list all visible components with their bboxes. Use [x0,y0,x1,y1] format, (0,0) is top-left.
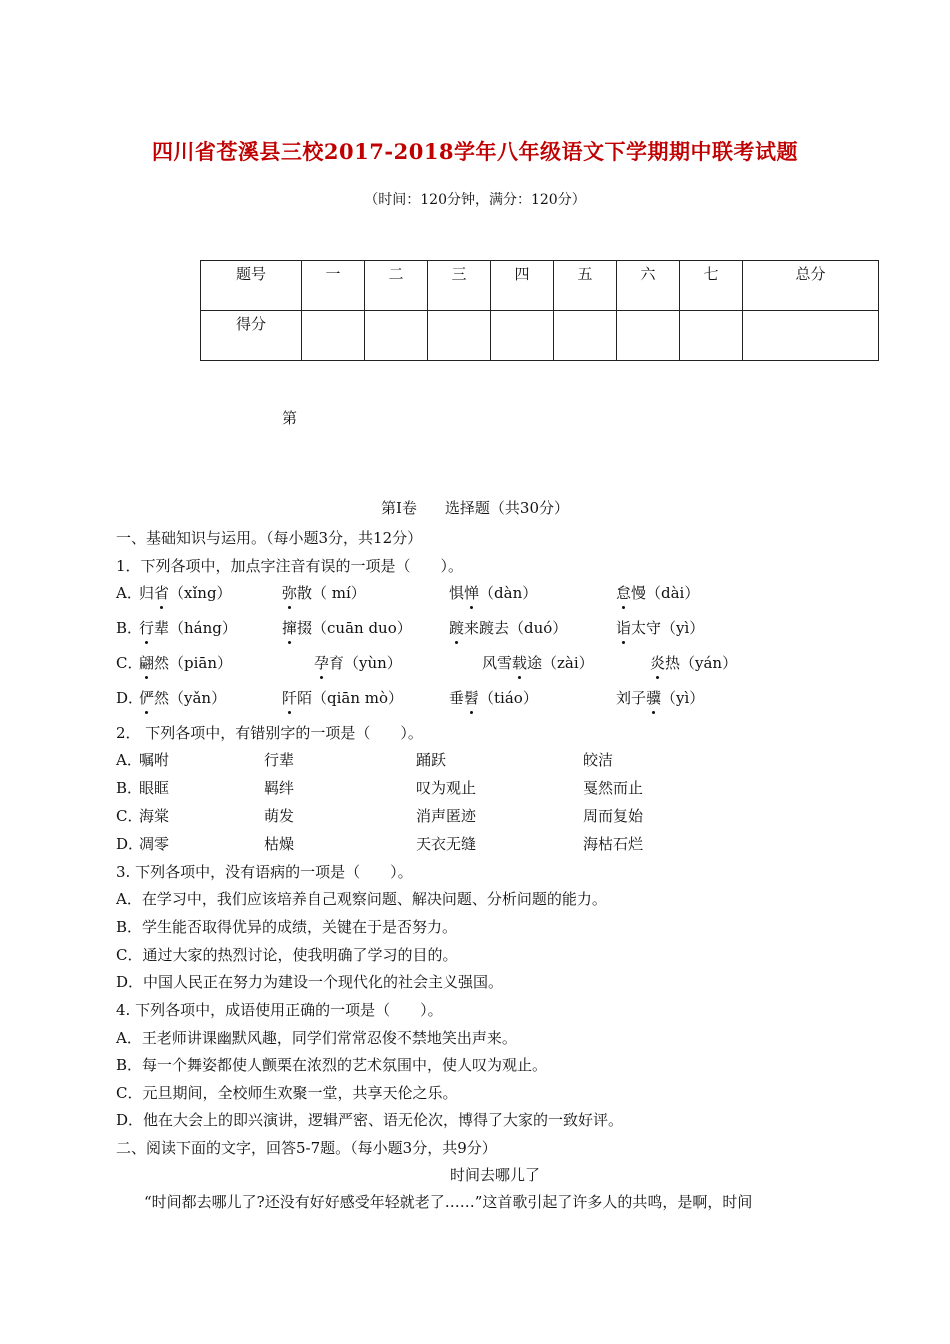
essay-title: 时间去哪儿了 [449,1166,540,1184]
option-item: 踊跃 [416,751,447,769]
option-label: B． [116,619,143,637]
option-item: 周而复始 [583,807,644,825]
option-item: 眼眶 [139,779,170,797]
option-label: C． [116,654,143,672]
option-item: 皎洁 [583,751,614,769]
score-header-cell: 五 [554,261,617,311]
option-item: 凋零 [139,835,170,853]
score-header-cell: 题号 [201,261,302,311]
option-item: 翩然（piān） [139,654,233,672]
q4-option: D．他在大会上的即兴演讲，逻辑严密、语无伦次，博得了大家的一致好评。 [116,1111,624,1129]
option-item: 羁绊 [264,779,295,797]
score-blank-cell [680,311,743,361]
option-item: 行辈（háng） [139,619,237,637]
option-item: 炎热（yán） [650,654,738,672]
section-part: 第Ⅰ卷 [380,499,417,517]
score-header-cell: 四 [491,261,554,311]
option-label: C． [116,807,143,825]
score-header-cell: 七 [680,261,743,311]
option-item: 诣太守（yì） [616,619,705,637]
option-label: B． [116,779,143,797]
option-item: 撺掇（cuān duo） [282,619,412,637]
option-item: 垂髫（tiáo） [449,689,538,707]
exam-subtitle: （时间：120分钟，满分：120分） [364,192,586,208]
option-item: 阡陌（qiān mò） [282,689,404,707]
option-item: 海棠 [139,807,170,825]
q4-stem: 4. 下列各项中，成语使用正确的一项是（ ）。 [116,1001,443,1019]
option-item: 叹为观止 [416,779,477,797]
option-item: 孕育（yùn） [314,654,402,672]
q4-option: B．每一个舞姿都使人颤栗在浓烈的艺术氛围中，使人叹为观止。 [116,1056,548,1074]
option-label: D． [116,689,144,707]
option-label: A． [116,584,142,602]
q4-option: C．元旦期间，全校师生欢聚一堂，共享天伦之乐。 [116,1084,458,1102]
q4-option: A．王老师讲课幽默风趣，同学们常常忍俊不禁地笑出声来。 [116,1029,517,1047]
score-blank-cell [743,311,879,361]
score-header-cell: 六 [617,261,680,311]
option-item: 弥散（ mí） [282,584,366,602]
score-row-label: 得分 [201,311,302,361]
option-item: 嘱咐 [139,751,170,769]
q3-option: D．中国人民正在努力为建设一个现代化的社会主义强国。 [116,973,504,991]
section-title [0,497,950,518]
option-item: 萌发 [264,807,295,825]
q3-option: B．学生能否取得优异的成绩，关键在于是否努力。 [116,918,458,936]
option-item: 行辈 [264,751,295,769]
option-item: 海枯石烂 [583,835,644,853]
part1-heading: 一、基础知识与运用。（每小题3分，共12分） [116,529,423,547]
score-table-score-row [201,311,879,361]
score-header-cell: 总分 [743,261,879,311]
option-item: 消声匿迹 [416,807,477,825]
option-item: 风雪载途（zài） [482,654,594,672]
section-name: 选择题（共30分） [444,499,570,517]
score-header-cell: 三 [428,261,491,311]
q3-stem: 3. 下列各项中，没有语病的一项是（ ）。 [116,863,413,881]
essay-first-line: “时间都去哪儿了?还没有好好感受年轻就老了……”这首歌引起了许多人的共鸣，是啊，时间 [144,1193,753,1211]
score-blank-cell [617,311,680,361]
option-item: 天衣无缝 [416,835,477,853]
q3-option: C．通过大家的热烈讨论，使我明确了学习的目的。 [116,946,458,964]
option-item: 惧惮（dàn） [449,584,538,602]
option-label: D． [116,835,144,853]
option-item: 怠慢（dài） [616,584,700,602]
q1-stem: 1．下列各项中，加点字注音有误的一项是（ ）。 [116,557,464,575]
score-header-cell: 一 [302,261,365,311]
score-blank-cell [554,311,617,361]
score-blank-cell [491,311,554,361]
option-item: 刘子骥（yì） [616,689,705,707]
option-item: 俨然（yǎn） [139,689,227,707]
option-item: 归省（xǐng） [139,584,232,602]
stray-text: 第 [282,409,298,427]
q3-option: A．在学习中，我们应该培养自己观察问题、解决问题、分析问题的能力。 [116,890,607,908]
option-label: A． [116,751,142,769]
score-header-cell: 二 [365,261,428,311]
score-table [200,260,879,361]
exam-title: 四川省苍溪县三校2017-2018学年八年级语文下学期期中联考试题 [151,139,799,164]
score-table-header-row [201,261,879,311]
option-item: 枯燥 [264,835,295,853]
score-blank-cell [428,311,491,361]
option-item: 戛然而止 [583,779,644,797]
option-item: 踱来踱去（duó） [449,619,568,637]
score-blank-cell [365,311,428,361]
part2-heading: 二、阅读下面的文字，回答5-7题。（每小题3分，共9分） [116,1139,497,1157]
score-blank-cell [302,311,365,361]
q2-stem: 2． 下列各项中，有错别字的一项是（ ）。 [116,724,423,742]
